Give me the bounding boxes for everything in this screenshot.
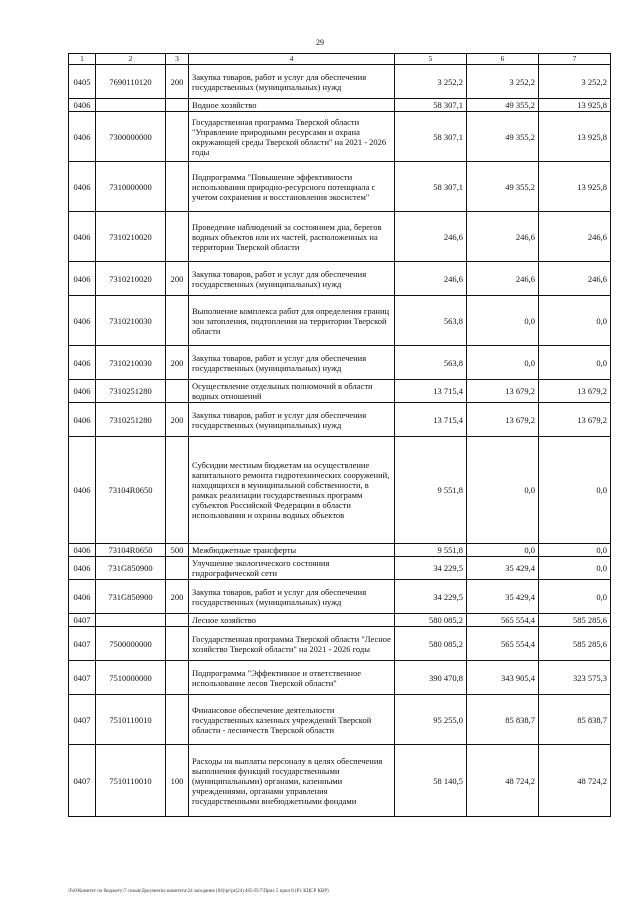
- target-article-cell: 73104R0650: [96, 544, 166, 557]
- section-code-cell: 0406: [69, 296, 96, 346]
- expense-type-cell: [166, 557, 189, 580]
- amount-col5-cell: 246,6: [395, 212, 467, 262]
- column-number: 5: [395, 54, 467, 65]
- table-row: [69, 745, 611, 817]
- target-article-cell: 731G850900: [96, 580, 166, 614]
- target-article-cell: 7310251280: [96, 380, 166, 403]
- amount-col6-cell: 0,0: [467, 544, 539, 557]
- table-row: [69, 262, 611, 296]
- column-number: 2: [96, 54, 166, 65]
- expense-type-cell: [166, 380, 189, 403]
- amount-col6-cell: 0,0: [467, 437, 539, 544]
- amount-col6-cell: 85 838,7: [467, 695, 539, 745]
- budget-table: [68, 53, 611, 817]
- target-article-cell: [96, 99, 166, 112]
- section-code-cell: 0406: [69, 346, 96, 380]
- expense-type-cell: 100: [166, 745, 189, 817]
- table-row: [69, 212, 611, 262]
- table-row: [69, 557, 611, 580]
- item-name-cell: Субсидии местным бюджетам на осуществление капитального ремонта гидротехнических сооружений, находящихся в муниципальной собственности, в рамках реализации государственных программ субъектов Российской Федерации в области использования и охраны водных объектов: [189, 437, 395, 544]
- section-code-cell: 0406: [69, 557, 96, 580]
- target-article-cell: 7300000000: [96, 112, 166, 162]
- amount-col7-cell: 246,6: [539, 212, 611, 262]
- amount-col6-cell: 0,0: [467, 346, 539, 380]
- amount-col7-cell: 13 925,8: [539, 99, 611, 112]
- page-number: 29: [316, 38, 324, 47]
- item-name-cell: Осуществление отдельных полномочий в области водных отношений: [189, 380, 395, 403]
- table-row: [69, 296, 611, 346]
- amount-col5-cell: 95 255,0: [395, 695, 467, 745]
- section-code-cell: 0406: [69, 99, 96, 112]
- column-number: 6: [467, 54, 539, 65]
- amount-col5-cell: 58 140,5: [395, 745, 467, 817]
- section-code-cell: 0407: [69, 695, 96, 745]
- expense-type-cell: [166, 627, 189, 661]
- amount-col5-cell: 9 551,8: [395, 544, 467, 557]
- section-code-cell: 0405: [69, 65, 96, 99]
- expense-type-cell: [166, 212, 189, 262]
- amount-col5-cell: 13 715,4: [395, 403, 467, 437]
- amount-col6-cell: 0,0: [467, 296, 539, 346]
- target-article-cell: 7690110120: [96, 65, 166, 99]
- expense-type-cell: [166, 296, 189, 346]
- amount-col7-cell: 3 252,2: [539, 65, 611, 99]
- table-row: [69, 661, 611, 695]
- expense-type-cell: [166, 614, 189, 627]
- amount-col7-cell: 0,0: [539, 296, 611, 346]
- item-name-cell: Подпрограмма "Повышение эффективности использования природно-ресурсного потенциала с учетом сохранения и восстановления экосистем": [189, 162, 395, 212]
- amount-col7-cell: 0,0: [539, 557, 611, 580]
- section-code-cell: 0407: [69, 745, 96, 817]
- amount-col7-cell: 13 679,2: [539, 403, 611, 437]
- amount-col6-cell: 246,6: [467, 212, 539, 262]
- amount-col5-cell: 13 715,4: [395, 380, 467, 403]
- amount-col5-cell: 563,8: [395, 346, 467, 380]
- item-name-cell: Лесное хозяйство: [189, 614, 395, 627]
- amount-col7-cell: 0,0: [539, 346, 611, 380]
- amount-col6-cell: 35 429,4: [467, 557, 539, 580]
- section-code-cell: 0406: [69, 544, 96, 557]
- item-name-cell: Водное хозяйство: [189, 99, 395, 112]
- expense-type-cell: [166, 112, 189, 162]
- table-row: [69, 580, 611, 614]
- section-code-cell: 0406: [69, 403, 96, 437]
- amount-col5-cell: 34 229,5: [395, 580, 467, 614]
- item-name-cell: Финансовое обеспечение деятельности государственных казенных учреждений Тверской области - лесничеств Тверской области: [189, 695, 395, 745]
- target-article-cell: 7310000000: [96, 162, 166, 212]
- amount-col5-cell: 9 551,8: [395, 437, 467, 544]
- amount-col7-cell: 323 575,3: [539, 661, 611, 695]
- amount-col7-cell: 585 285,6: [539, 627, 611, 661]
- table-row: [69, 544, 611, 557]
- amount-col7-cell: 13 925,8: [539, 112, 611, 162]
- target-article-cell: 7510110010: [96, 695, 166, 745]
- table-row: [69, 614, 611, 627]
- item-name-cell: Межбюджетные трансферты: [189, 544, 395, 557]
- amount-col7-cell: 13 925,8: [539, 162, 611, 212]
- amount-col6-cell: 565 554,4: [467, 627, 539, 661]
- amount-col5-cell: 58 307,1: [395, 162, 467, 212]
- amount-col7-cell: 0,0: [539, 544, 611, 557]
- target-article-cell: 7500000000: [96, 627, 166, 661]
- amount-col6-cell: 246,6: [467, 262, 539, 296]
- table-row: [69, 162, 611, 212]
- target-article-cell: 7310210030: [96, 296, 166, 346]
- amount-col7-cell: 0,0: [539, 437, 611, 544]
- table-row: [69, 403, 611, 437]
- table-body: [69, 54, 611, 817]
- amount-col6-cell: 343 905,4: [467, 661, 539, 695]
- expense-type-cell: 200: [166, 262, 189, 296]
- file-path-footer: \Fs0\Комитет по бюджету\7 созыв\Документы комитета\24 заседание (04)\pr\pr(24) 465-П-7\Прил 5 прил 8 (Р1 КЦСР КВР): [68, 889, 329, 894]
- table-row: [69, 346, 611, 380]
- section-code-cell: 0407: [69, 661, 96, 695]
- expense-type-cell: [166, 99, 189, 112]
- table-row: [69, 99, 611, 112]
- expense-type-cell: 200: [166, 346, 189, 380]
- amount-col5-cell: 58 307,1: [395, 99, 467, 112]
- item-name-cell: Государственная программа Тверской области "Лесное хозяйство Тверской области" на 2021 - 2026 годы: [189, 627, 395, 661]
- item-name-cell: Расходы на выплаты персоналу в целях обеспечения выполнения функций государственными (муниципальными) органами, казенными учреждениями, органами управления государственными внебюджетными фондами: [189, 745, 395, 817]
- table-row: [69, 437, 611, 544]
- section-code-cell: 0406: [69, 380, 96, 403]
- target-article-cell: 7310210020: [96, 212, 166, 262]
- amount-col5-cell: 246,6: [395, 262, 467, 296]
- target-article-cell: 7510000000: [96, 661, 166, 695]
- amount-col7-cell: 246,6: [539, 262, 611, 296]
- amount-col5-cell: 580 085,2: [395, 627, 467, 661]
- item-name-cell: Закупка товаров, работ и услуг для обеспечения государственных (муниципальных) нужд: [189, 346, 395, 380]
- column-number: 4: [189, 54, 395, 65]
- expense-type-cell: [166, 162, 189, 212]
- item-name-cell: Государственная программа Тверской области "Управление природными ресурсами и охрана окружающей среды Тверской области" на 2021 - 2026 годы: [189, 112, 395, 162]
- item-name-cell: Закупка товаров, работ и услуг для обеспечения государственных (муниципальных) нужд: [189, 403, 395, 437]
- target-article-cell: 731G850900: [96, 557, 166, 580]
- column-number-row: [69, 54, 611, 65]
- expense-type-cell: 200: [166, 65, 189, 99]
- section-code-cell: 0406: [69, 162, 96, 212]
- amount-col5-cell: 563,8: [395, 296, 467, 346]
- expense-type-cell: [166, 437, 189, 544]
- item-name-cell: Закупка товаров, работ и услуг для обеспечения государственных (муниципальных) нужд: [189, 262, 395, 296]
- amount-col7-cell: 85 838,7: [539, 695, 611, 745]
- amount-col6-cell: 13 679,2: [467, 403, 539, 437]
- target-article-cell: 73104R0650: [96, 437, 166, 544]
- item-name-cell: Проведение наблюдений за состоянием дна, берегов водных объектов или их частей, расположенных на территории Тверской области: [189, 212, 395, 262]
- item-name-cell: Подпрограмма "Эффективное и ответственное использование лесов Тверской области": [189, 661, 395, 695]
- expense-type-cell: [166, 695, 189, 745]
- amount-col6-cell: 49 355,2: [467, 99, 539, 112]
- amount-col5-cell: 3 252,2: [395, 65, 467, 99]
- amount-col6-cell: 3 252,2: [467, 65, 539, 99]
- expense-type-cell: 500: [166, 544, 189, 557]
- item-name-cell: Выполнение комплекса работ для определения границ зон затопления, подтопления на территории Тверской области: [189, 296, 395, 346]
- section-code-cell: 0406: [69, 580, 96, 614]
- table-row: [69, 695, 611, 745]
- column-number: 3: [166, 54, 189, 65]
- table-row: [69, 112, 611, 162]
- amount-col7-cell: 0,0: [539, 580, 611, 614]
- item-name-cell: Улучшение экологического состояния гидрографической сети: [189, 557, 395, 580]
- section-code-cell: 0407: [69, 627, 96, 661]
- amount-col6-cell: 49 355,2: [467, 162, 539, 212]
- section-code-cell: 0407: [69, 614, 96, 627]
- amount-col6-cell: 48 724,2: [467, 745, 539, 817]
- amount-col7-cell: 13 679,2: [539, 380, 611, 403]
- amount-col6-cell: 565 554,4: [467, 614, 539, 627]
- column-number: 1: [69, 54, 96, 65]
- amount-col6-cell: 13 679,2: [467, 380, 539, 403]
- amount-col6-cell: 49 355,2: [467, 112, 539, 162]
- amount-col5-cell: 580 085,2: [395, 614, 467, 627]
- expense-type-cell: [166, 661, 189, 695]
- amount-col5-cell: 34 229,5: [395, 557, 467, 580]
- target-article-cell: 7310210020: [96, 262, 166, 296]
- target-article-cell: 7310251280: [96, 403, 166, 437]
- amount-col7-cell: 48 724,2: [539, 745, 611, 817]
- section-code-cell: 0406: [69, 262, 96, 296]
- item-name-cell: Закупка товаров, работ и услуг для обеспечения государственных (муниципальных) нужд: [189, 580, 395, 614]
- section-code-cell: 0406: [69, 112, 96, 162]
- amount-col7-cell: 585 285,6: [539, 614, 611, 627]
- amount-col6-cell: 35 429,4: [467, 580, 539, 614]
- table-row: [69, 65, 611, 99]
- item-name-cell: Закупка товаров, работ и услуг для обеспечения государственных (муниципальных) нужд: [189, 65, 395, 99]
- table-row: [69, 380, 611, 403]
- section-code-cell: 0406: [69, 437, 96, 544]
- table-row: [69, 627, 611, 661]
- target-article-cell: [96, 614, 166, 627]
- section-code-cell: 0406: [69, 212, 96, 262]
- expense-type-cell: 200: [166, 580, 189, 614]
- amount-col5-cell: 390 470,8: [395, 661, 467, 695]
- target-article-cell: 7310210030: [96, 346, 166, 380]
- amount-col5-cell: 58 307,1: [395, 112, 467, 162]
- column-number: 7: [539, 54, 611, 65]
- target-article-cell: 7510110010: [96, 745, 166, 817]
- expense-type-cell: 200: [166, 403, 189, 437]
